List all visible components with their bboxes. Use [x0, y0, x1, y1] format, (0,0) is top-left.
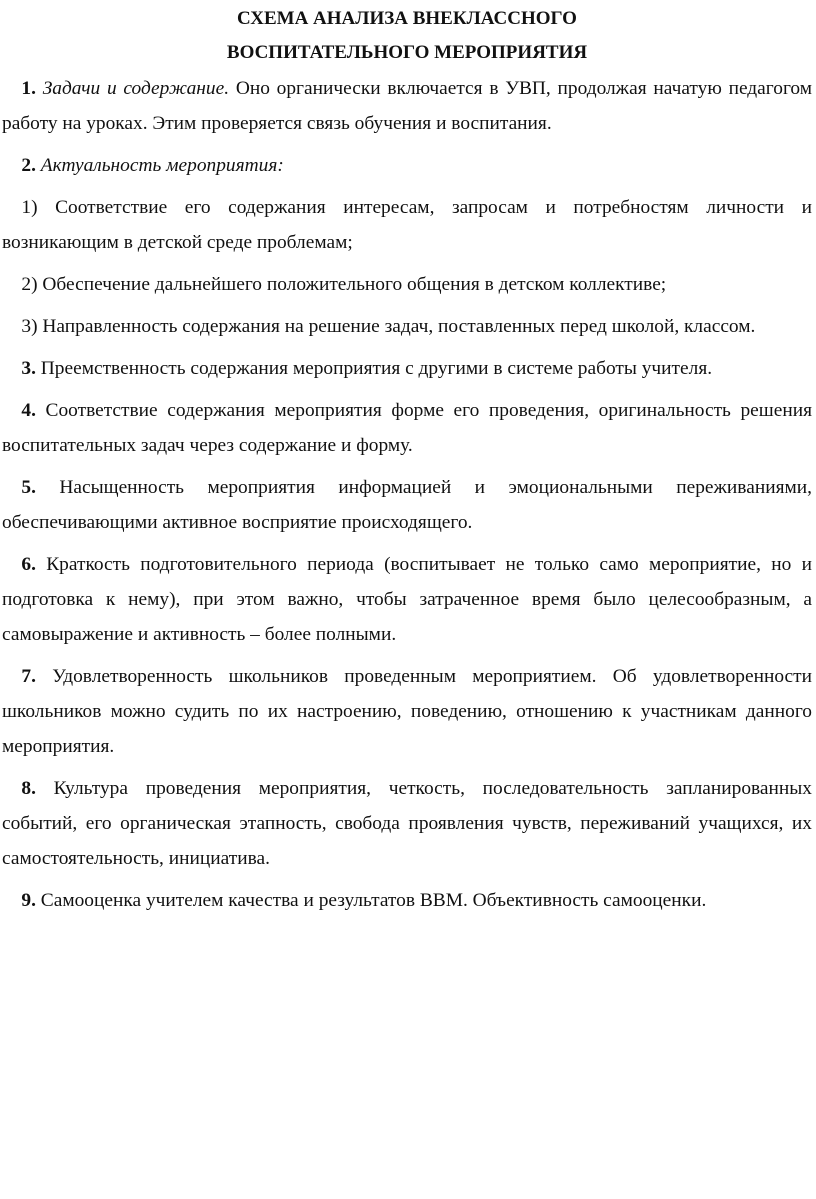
section-heading-italic: Задачи и содержание.: [42, 78, 230, 99]
document-title-line-1: СХЕМА АНАЛИЗА ВНЕКЛАССНОГО: [237, 8, 577, 29]
section-text: 2) Обеспечение дальнейшего положительного общения в детском коллективе;: [21, 274, 667, 295]
section-4: [2, 392, 812, 463]
section-number: 3.: [21, 358, 36, 379]
section-number: 4.: [21, 400, 36, 421]
section-2-point-3: [2, 308, 812, 344]
section-number: 7.: [21, 666, 36, 687]
section-7: [2, 658, 812, 764]
section-number: 1.: [21, 78, 36, 99]
section-number: 5.: [21, 477, 36, 498]
section-2-point-2: [2, 266, 812, 302]
section-heading-italic: Актуальность мероприятия:: [40, 155, 284, 176]
section-2: [2, 147, 812, 183]
section-5: [2, 469, 812, 540]
section-text: Удовлетворенность школьников проведенным мероприятием. Об удовлетворенности школьников можно судить по их настроению, поведению, отношению к участникам данного мероприятия.: [2, 666, 812, 757]
section-9: [2, 882, 812, 918]
document-title-line-2: ВОСПИТАТЕЛЬНОГО МЕРОПРИЯТИЯ: [226, 42, 588, 63]
section-text: Оно органически включается в УВП, продолжая начатую педагогом работу на уроках. Этим проверяется связь обучения и воспитания.: [2, 78, 813, 134]
section-1: [2, 70, 812, 141]
section-3: [2, 350, 812, 386]
section-text: 3) Направленность содержания на решение задач, поставленных перед школой, классом.: [21, 316, 756, 337]
section-8: [2, 770, 812, 876]
section-6: [2, 546, 812, 652]
section-text: Насыщенность мероприятия информацией и эмоциональными переживаниями, обеспечивающими активное восприятие происходящего.: [2, 477, 812, 533]
section-text: Самооценка учителем качества и результатов ВВМ. Объективность самооценки.: [40, 890, 707, 911]
section-number: 2.: [21, 155, 36, 176]
section-number: 8.: [21, 778, 36, 799]
section-text: Культура проведения мероприятия, четкость, последовательность запланированных событий, его органическая этапность, свобода проявления чувств, переживаний учащихся, их самостоятельность, инициатива.: [2, 778, 812, 869]
section-text: Краткость подготовительного периода (воспитывает не только само мероприятие, но и подготовка к нему), при этом важно, чтобы затраченное время было целесообразным, а самовыражение и активность – более полными.: [2, 554, 812, 645]
section-2-point-1: [2, 189, 812, 260]
section-text: Преемственность содержания мероприятия с другими в системе работы учителя.: [40, 358, 713, 379]
section-number: 9.: [21, 890, 36, 911]
section-text: Соответствие содержания мероприятия форме его проведения, оригинальность решения воспитательных задач через содержание и форму.: [2, 400, 812, 456]
section-text: 1) Соответствие его содержания интересам, запросам и потребностям личности и возникающим в детской среде проблемам;: [2, 197, 812, 253]
section-number: 6.: [21, 554, 36, 575]
